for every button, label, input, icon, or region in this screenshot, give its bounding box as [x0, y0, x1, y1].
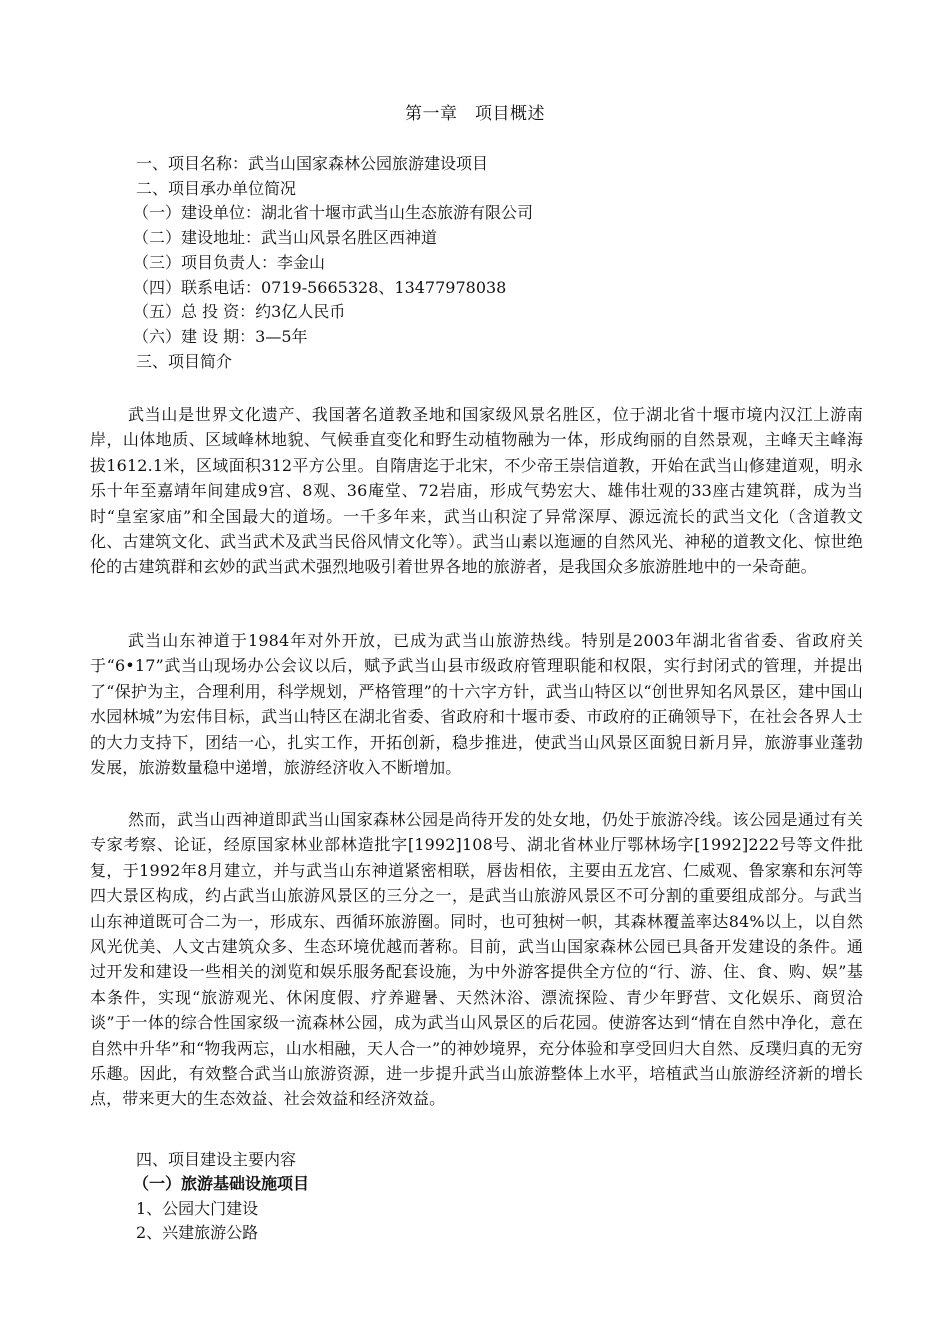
org-phone-line: （四）联系电话：0719-5665328、13477978038 — [133, 278, 507, 297]
org-investment-line: （五）总 投 资：约3亿人民币 — [133, 302, 346, 321]
org-unit-line: （一）建设单位：湖北省十堰市武当山生态旅游有限公司 — [133, 203, 534, 222]
list-item-park-gate: 1、公园大门建设 — [136, 1199, 259, 1218]
intro-heading: 三、项目简介 — [136, 352, 233, 371]
infrastructure-subheading: （一）旅游基础设施项目 — [133, 1174, 310, 1193]
org-period-line: （六）建 设 期：3—5年 — [133, 327, 308, 346]
intro-paragraph-2: 武当山东神道于1984年对外开放，已成为武当山旅游热线。特别是2003年湖北省省委、省政府关于“6•17”武当山现场办公会议以后，赋予武当山县市级政府管理职能和权限，实行封闭式的管理，并提出了“保护为主，合理利用，科学规划，严格管理”的十六字方针，武当山特区以“创世界知名风景区，建中国山水园林城”为宏伟目标，武当山特区在湖北省委、省政府和十堰市委、市政府的正确领导下，在社会各界人士的大力支持下，团结一心，扎实工作，开拓创新，稳步推进，使武当山风景区面貌日新月异，旅游事业蓬勃发展，旅游数量稳中递增，旅游经济收入不断增加。 — [90, 631, 863, 778]
intro-paragraph-3: 然而，武当山西神道即武当山国家森林公园是尚待开发的处女地，仍处于旅游冷线。该公园是通过有关专家考察、论证，经原国家林业部林造批字[1992]108号、湖北省林业厅鄂林场字[1992]222号等文件批复，于1992年8月建立，并与武当山东神道紧密相联，唇齿相依，主要由五龙宫、仁威观、鲁家寨和东河等四大景区构成，约占武当山旅游风景区的三分之一，是武当山旅游风景区不可分割的重要组成部分。与武当山东神道既可合二为一，形成东、西循环旅游圈。同时，也可独树一帜，其森林覆盖率达84%以上，以自然风光优美、人文古建筑众多、生态环境优越而著称。目前，武当山国家森林公园已具备开发建设的条件。通过开发和建设一些相关的浏览和娱乐服务配套设施，为中外游客提供全方位的“行、游、住、食、购、娱”基本条件，实现“旅游观光、休闲度假、疗养避暑、天然沐浴、漂流探险、青少年野营、文化娱乐、商贸洽谈”于一体的综合性国家级一流森林公园，成为武当山风景区的后花园。使游客达到“情在自然中净化，意在自然中升华”和“物我两忘，山水相融，天人合一”的神妙境界，充分体验和享受回归大自然、反璞归真的无穷乐趣。因此，有效整合武当山旅游资源，进一步提升武当山旅游整体上水平，培植武当山旅游经济新的增长点，带来更大的生态效益、社会效益和经济效益。 — [90, 810, 863, 1109]
list-item-tourist-road: 2、兴建旅游公路 — [136, 1223, 259, 1242]
org-address-line: （二）建设地址：武当山风景名胜区西神道 — [133, 228, 438, 247]
construction-heading: 四、项目建设主要内容 — [136, 1150, 297, 1169]
org-leader-line: （三）项目负责人：李金山 — [133, 253, 326, 272]
project-name-line: 一、项目名称：武当山国家森林公园旅游建设项目 — [136, 154, 489, 173]
intro-paragraph-1: 武当山是世界文化遗产、我国著名道教圣地和国家级风景名胜区，位于湖北省十堰市境内汉江上游南岸，山体地质、区域峰林地貌、气候垂直变化和野生动植物融为一体，形成绚丽的自然景观，主峰天主峰海拔1612.1米，区域面积312平方公里。自隋唐迄于北宋，不少帝王崇信道教，开始在武当山修建道观，明永乐十年至嘉靖年间建成9宫、8观、36庵堂、72岩庙，形成气势宏大、雄伟壮观的33座古建筑群，成为当时“皇室家庙”和全国最大的道场。一千多年来，武当山积淀了异常深厚、源远流长的武当文化（含道教文化、古建筑文化、武当武术及武当民俗风情文化等）。武当山素以迤逦的自然风光、神秘的道教文化、惊世绝伦的古建筑群和玄妙的武当武术强烈地吸引着世界各地的旅游者，是我国众多旅游胜地中的一朵奇葩。 — [90, 405, 863, 577]
chapter-title: 第一章 项目概述 — [405, 104, 545, 124]
org-heading: 二、项目承办单位简况 — [136, 179, 297, 198]
